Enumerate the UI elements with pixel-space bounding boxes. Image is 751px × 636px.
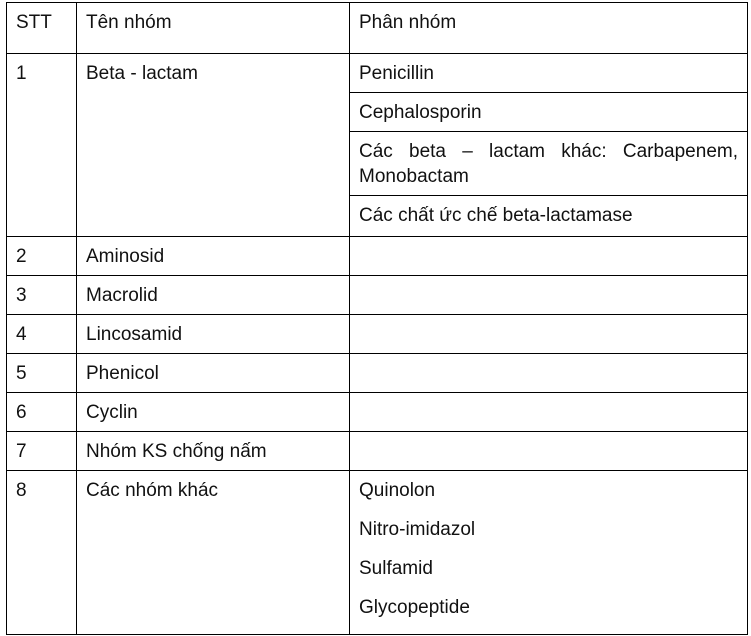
row-8-subgroup-3: Sulfamid (359, 558, 433, 579)
row-6-group-name: Cyclin (77, 393, 350, 432)
row-7-subgroup (350, 432, 748, 471)
antibiotic-groups-table (6, 2, 748, 635)
table-row (7, 237, 748, 276)
header-subgroup: Phân nhóm (350, 3, 748, 54)
row-8-subgroup-2: Nitro-imidazol (359, 519, 476, 540)
row-1-subgroup-1: Penicillin (350, 54, 748, 93)
row-4-group-name: Lincosamid (77, 315, 350, 354)
header-group-name: Tên nhóm (77, 3, 350, 54)
row-7-stt: 7 (7, 432, 77, 471)
row-1-subgroup-4: Các chất ức chế beta-lactamase (350, 196, 748, 237)
table-row (7, 393, 748, 432)
table-row (7, 315, 748, 354)
table-row (7, 471, 748, 635)
row-3-stt: 3 (7, 276, 77, 315)
row-2-group-name: Aminosid (77, 237, 350, 276)
row-5-stt: 5 (7, 354, 77, 393)
row-1-subgroup-2: Cephalosporin (350, 93, 748, 132)
table-row (7, 276, 748, 315)
table-row (7, 54, 748, 93)
row-7-group-name: Nhóm KS chống nấm (77, 432, 350, 471)
row-4-subgroup (350, 315, 748, 354)
header-stt: STT (7, 3, 77, 54)
row-6-subgroup (350, 393, 748, 432)
table-header-row (7, 3, 748, 54)
row-1-stt: 1 (7, 54, 77, 237)
row-2-stt: 2 (7, 237, 77, 276)
table-row (7, 432, 748, 471)
row-8-subgroup-1: Quinolon (359, 480, 436, 501)
row-1-group-name: Beta - lactam (77, 54, 350, 237)
row-8-subgroup-4: Glycopeptide (359, 597, 470, 618)
row-6-stt: 6 (7, 393, 77, 432)
row-8-stt: 8 (7, 471, 77, 635)
row-5-group-name: Phenicol (77, 354, 350, 393)
row-4-stt: 4 (7, 315, 77, 354)
row-3-group-name: Macrolid (77, 276, 350, 315)
row-8-group-name: Các nhóm khác (77, 471, 350, 635)
row-5-subgroup (350, 354, 748, 393)
row-2-subgroup (350, 237, 748, 276)
table-row (7, 354, 748, 393)
row-8-subgroups (350, 471, 748, 635)
row-1-subgroup-3: Các beta – lactam khác: Carbapenem, Monobactam (350, 132, 748, 196)
row-3-subgroup (350, 276, 748, 315)
